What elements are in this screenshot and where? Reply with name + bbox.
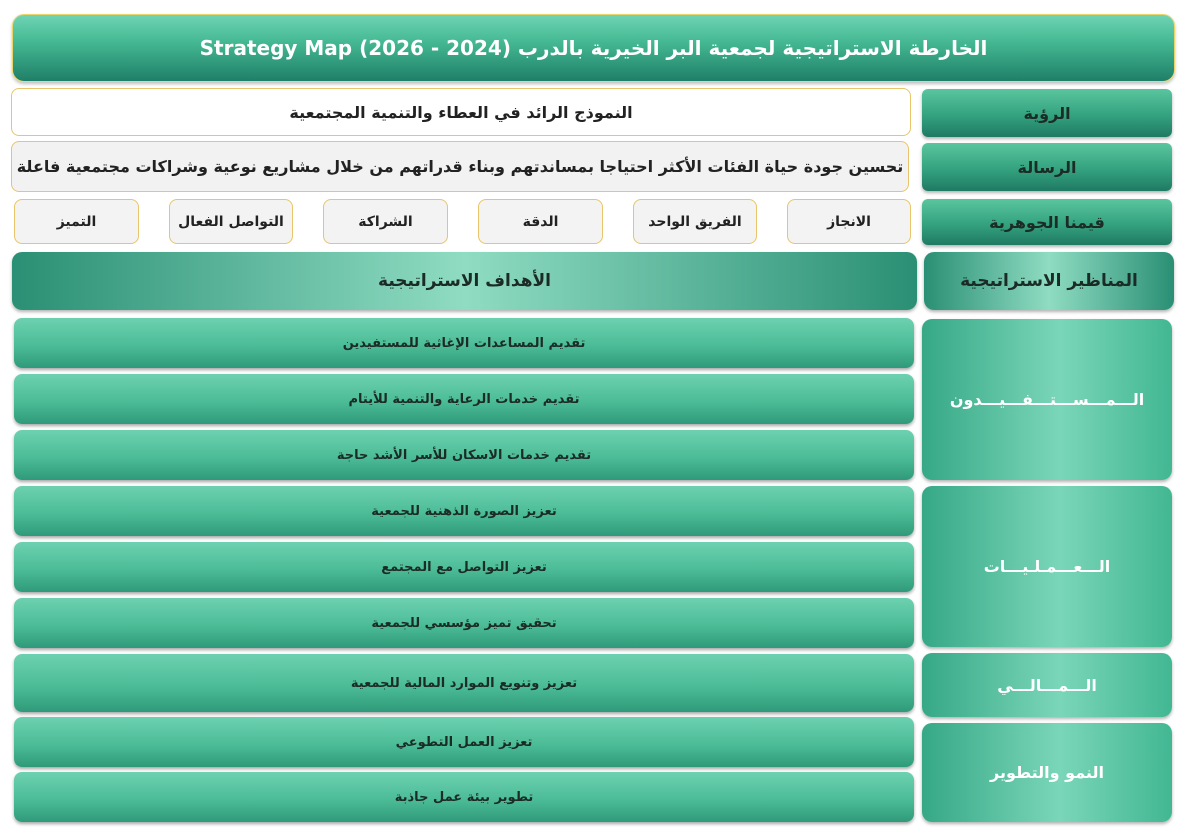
perspective-operations — [922, 486, 1172, 647]
vision-text: النموذج الرائد في العطاء والتنمية المجتمعية — [289, 102, 633, 122]
goal-text: تعزيز وتنويع الموارد المالية للجمعية — [350, 675, 578, 691]
page-title-text: الخارطة الاستراتيجية لجمعية البر الخيرية بالدرب (2024 - 2026) Strategy Map — [199, 36, 988, 60]
perspectives-header-text: المناظير الاستراتيجية — [960, 271, 1138, 291]
values-label — [922, 199, 1172, 245]
goal-text: تقديم خدمات الرعاية والتنمية للأيتام — [348, 391, 580, 407]
goal-text: تعزيز التواصل مع المجتمع — [381, 559, 547, 575]
goal-item — [14, 654, 914, 712]
value-item — [323, 199, 448, 244]
value-item — [787, 199, 911, 244]
perspective-text: النمو والتطوير — [990, 763, 1104, 782]
perspective-text: الـــعـــمـلـيـــات — [983, 557, 1111, 576]
value-item — [14, 199, 139, 244]
values-label-text: قيمنا الجوهرية — [989, 212, 1105, 232]
value-item-text: الدقة — [522, 213, 559, 230]
goal-item — [14, 430, 914, 480]
goal-item — [14, 374, 914, 424]
goal-item — [14, 598, 914, 648]
goal-item — [14, 772, 914, 822]
value-item-text: الشراكة — [358, 213, 413, 230]
perspective-financial — [922, 653, 1172, 717]
goal-item — [14, 542, 914, 592]
vision-label — [922, 89, 1172, 137]
value-item-text: التواصل الفعال — [178, 213, 284, 230]
vision-text-box — [11, 88, 911, 136]
perspective-text: الـــمـــســـتـــفـــيـــدون — [949, 390, 1145, 409]
perspective-beneficiaries — [922, 319, 1172, 480]
page-title — [12, 14, 1175, 82]
mission-label-text: الرسالة — [1017, 157, 1077, 177]
goal-text: تعزيز الصورة الذهنية للجمعية — [371, 503, 557, 519]
value-item-text: الانجاز — [827, 213, 871, 230]
goal-text: تعزيز العمل التطوعي — [395, 734, 533, 750]
value-item-text: الفريق الواحد — [648, 213, 742, 230]
mission-text: تحسين جودة حياة الفئات الأكثر احتياجا بمساندتهم وبناء قدراتهم من خلال مشاريع نوعية وشراكات مجتمعية فاعلة — [16, 157, 904, 176]
goal-text: تقديم المساعدات الإغاثية للمستفيدين — [342, 335, 586, 351]
value-item — [478, 199, 603, 244]
value-item-text: التميز — [56, 213, 97, 230]
goal-text: تقديم خدمات الاسكان للأسر الأشد حاجة — [336, 447, 592, 463]
goal-text: تحقيق تميز مؤسسي للجمعية — [371, 615, 557, 631]
perspective-text: الـــمـــالـــي — [997, 675, 1097, 695]
goal-item — [14, 717, 914, 767]
vision-label-text: الرؤية — [1023, 103, 1071, 123]
perspectives-header — [924, 252, 1174, 310]
value-item — [169, 199, 293, 244]
goal-item — [14, 486, 914, 536]
perspective-growth — [922, 723, 1172, 822]
goals-header — [12, 252, 917, 310]
goal-item — [14, 318, 914, 368]
mission-label — [922, 143, 1172, 191]
mission-text-box — [11, 141, 909, 192]
goals-header-text: الأهداف الاستراتيجية — [378, 271, 551, 291]
goal-text: تطوير بيئة عمل جاذبة — [394, 789, 534, 805]
value-item — [633, 199, 757, 244]
